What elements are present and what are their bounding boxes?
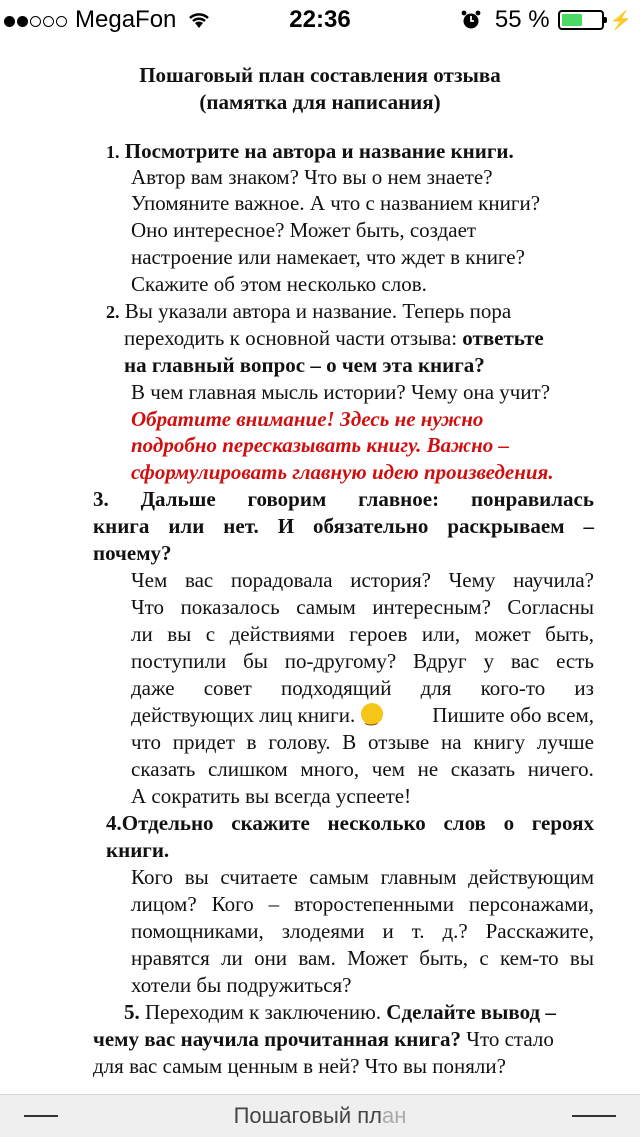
word: И	[277, 514, 295, 538]
section-5-line: для вас самым ценным в ней? Что вы поняли?	[93, 1054, 506, 1078]
word: интересным?	[372, 595, 491, 619]
section-1-line: Скажите об этом несколько слов.	[131, 272, 427, 296]
section-3-line	[131, 756, 594, 783]
word: у	[483, 649, 495, 673]
word: Чем	[131, 568, 168, 592]
section-2-warning: Обратите внимание! Здесь не нужно	[131, 407, 484, 431]
word: быть,	[545, 622, 594, 646]
word: сказать	[131, 757, 196, 781]
word: совет	[203, 676, 252, 700]
word: Расскажите,	[485, 919, 594, 943]
word: персонажами,	[468, 892, 594, 916]
word: кого-то	[480, 676, 546, 700]
word: с	[479, 946, 489, 970]
word: Вдруг	[413, 649, 467, 673]
section-4-line	[131, 918, 594, 945]
section-1-line: Автор вам знаком? Что вы о нем знаете?	[131, 165, 493, 189]
word: отзыве	[368, 730, 430, 754]
word: вы	[167, 622, 192, 646]
word: вы	[569, 946, 594, 970]
word: героев	[349, 622, 408, 646]
section-3-line	[131, 675, 594, 702]
word: есть	[556, 649, 594, 673]
word: Кого	[211, 892, 254, 916]
word: вас	[510, 649, 540, 673]
charging-icon: ⚡	[609, 9, 632, 30]
section-3-heading	[93, 486, 594, 513]
section-4-line	[131, 945, 594, 972]
word: Кого	[131, 865, 174, 889]
word: даже	[131, 676, 175, 700]
battery-percent: 55 %	[494, 6, 550, 33]
word: может	[474, 622, 531, 646]
section-1-line: настроение или намекает, что ждет в книге?	[131, 245, 525, 269]
section-3-line	[131, 648, 594, 675]
word: Согласны	[507, 595, 594, 619]
word: 4.Отдельно	[106, 811, 214, 835]
section-2-question: на главный вопрос – о чем эта книга?	[124, 353, 485, 377]
word: лучше	[536, 730, 594, 754]
section-2-line: В чем главная мысль истории? Чему она учит?	[131, 380, 551, 404]
word: второстепенными	[294, 892, 454, 916]
section-1-heading: 1. Посмотрите на автора и название книги.	[106, 139, 514, 163]
section-3-line	[131, 621, 594, 648]
section-4-line	[131, 891, 594, 918]
word: самым	[296, 595, 356, 619]
word: с	[205, 622, 216, 646]
word: книгу	[473, 730, 526, 754]
word: не	[417, 757, 439, 781]
section-5-line: чему вас научила прочитанная книга? Что стало	[93, 1027, 554, 1051]
word: кем-то	[499, 946, 559, 970]
word: вы	[184, 865, 209, 889]
word: нравятся	[131, 946, 210, 970]
word: история?	[350, 568, 431, 592]
document-title-label[interactable]: Пошаговый план	[233, 1103, 407, 1128]
section-4-heading	[106, 810, 594, 837]
word: и	[382, 919, 394, 943]
word: по-другому?	[284, 649, 397, 673]
word: раскрываем	[447, 514, 565, 538]
word: для	[420, 676, 452, 700]
word: на	[441, 730, 462, 754]
word: т.	[411, 919, 425, 943]
word: голову.	[268, 730, 331, 754]
word: –	[268, 892, 280, 916]
word: подходящий	[281, 676, 392, 700]
word: лицом?	[131, 892, 197, 916]
word: говорим	[247, 487, 327, 511]
status-bar	[0, 0, 640, 40]
section-4-line	[131, 864, 594, 891]
word: книга	[93, 514, 150, 538]
word: Дальше	[140, 487, 216, 511]
smiley-emoji-icon	[361, 703, 383, 725]
word: 3.	[93, 487, 109, 511]
word: понравилась	[470, 487, 594, 511]
word: самым	[309, 865, 369, 889]
word: злодеями	[281, 919, 365, 943]
word: много,	[300, 757, 360, 781]
section-2-line: 2. Вы указали автора и название. Теперь пора	[106, 299, 512, 323]
word: главным	[380, 865, 457, 889]
word: чем	[371, 757, 405, 781]
word: они	[254, 946, 288, 970]
section-2-line: переходить к основной части отзыва: ответьте	[124, 326, 544, 350]
word: главное:	[358, 487, 440, 511]
section-3-heading: почему?	[93, 541, 172, 565]
document-page	[0, 40, 640, 1090]
bottom-toolbar	[0, 1094, 640, 1137]
section-1-line: Оно интересное? Может быть, создает	[131, 218, 477, 242]
word: о	[503, 811, 515, 835]
word: В	[342, 730, 357, 754]
section-3-line	[131, 729, 594, 756]
word: ничего.	[527, 757, 594, 781]
section-2-warning: сформулировать главную идею произведения.	[131, 460, 554, 484]
word: Чему	[448, 568, 496, 592]
section-5-line: 5. Переходим к заключению. Сделайте вывод –	[124, 1000, 556, 1024]
section-2-warning: подробно пересказывать книгу. Важно –	[131, 433, 510, 457]
section-4-line: хотели бы подружиться?	[131, 973, 352, 997]
word: считаете	[220, 865, 298, 889]
word: действующим	[468, 865, 594, 889]
section-4-heading: книги.	[106, 838, 170, 862]
word: вас	[184, 568, 214, 592]
word: из	[574, 676, 594, 700]
word: несколько	[327, 811, 426, 835]
word: или	[168, 514, 205, 538]
word: быть,	[419, 946, 469, 970]
doc-title: Пошаговый план составления отзыва (памятка для написания)	[139, 63, 501, 114]
word: в	[246, 730, 257, 754]
section-1-line: Упомяните важное. А что с названием книги?	[131, 191, 541, 215]
word: ли	[131, 622, 153, 646]
word: поступили	[131, 649, 227, 673]
word: слов	[443, 811, 486, 835]
word: показалось	[180, 595, 280, 619]
word: героях	[531, 811, 594, 835]
section-3-heading	[93, 513, 594, 540]
word: придет	[172, 730, 235, 754]
word: сказать	[450, 757, 516, 781]
word: Что	[131, 595, 165, 619]
alarm-icon	[461, 10, 481, 30]
word: что	[131, 730, 161, 754]
word: д.?	[442, 919, 468, 943]
section-3-line: действующих лиц книги. ‿ Пишите обо всем,	[131, 702, 594, 729]
section-3-line: А сократить вы всегда успеете!	[131, 784, 412, 808]
clock: 22:36	[289, 6, 351, 33]
section-3-line	[131, 594, 594, 621]
word: действиями	[229, 622, 335, 646]
word: научила?	[513, 568, 594, 592]
word: –	[583, 514, 594, 538]
menu-line-icon[interactable]	[572, 1115, 616, 1117]
word: нет.	[223, 514, 259, 538]
word: вам.	[298, 946, 336, 970]
word: слишком	[207, 757, 288, 781]
word: обязательно	[313, 514, 429, 538]
word: ли	[221, 946, 243, 970]
word: помощниками,	[131, 919, 264, 943]
section-3-line	[131, 567, 594, 594]
battery-icon	[558, 10, 604, 30]
word: скажите	[231, 811, 310, 835]
word: порадовала	[230, 568, 333, 592]
word: Может	[347, 946, 408, 970]
word: или,	[421, 622, 461, 646]
carrier-name: MegaFon	[75, 6, 177, 33]
word: бы	[243, 649, 268, 673]
